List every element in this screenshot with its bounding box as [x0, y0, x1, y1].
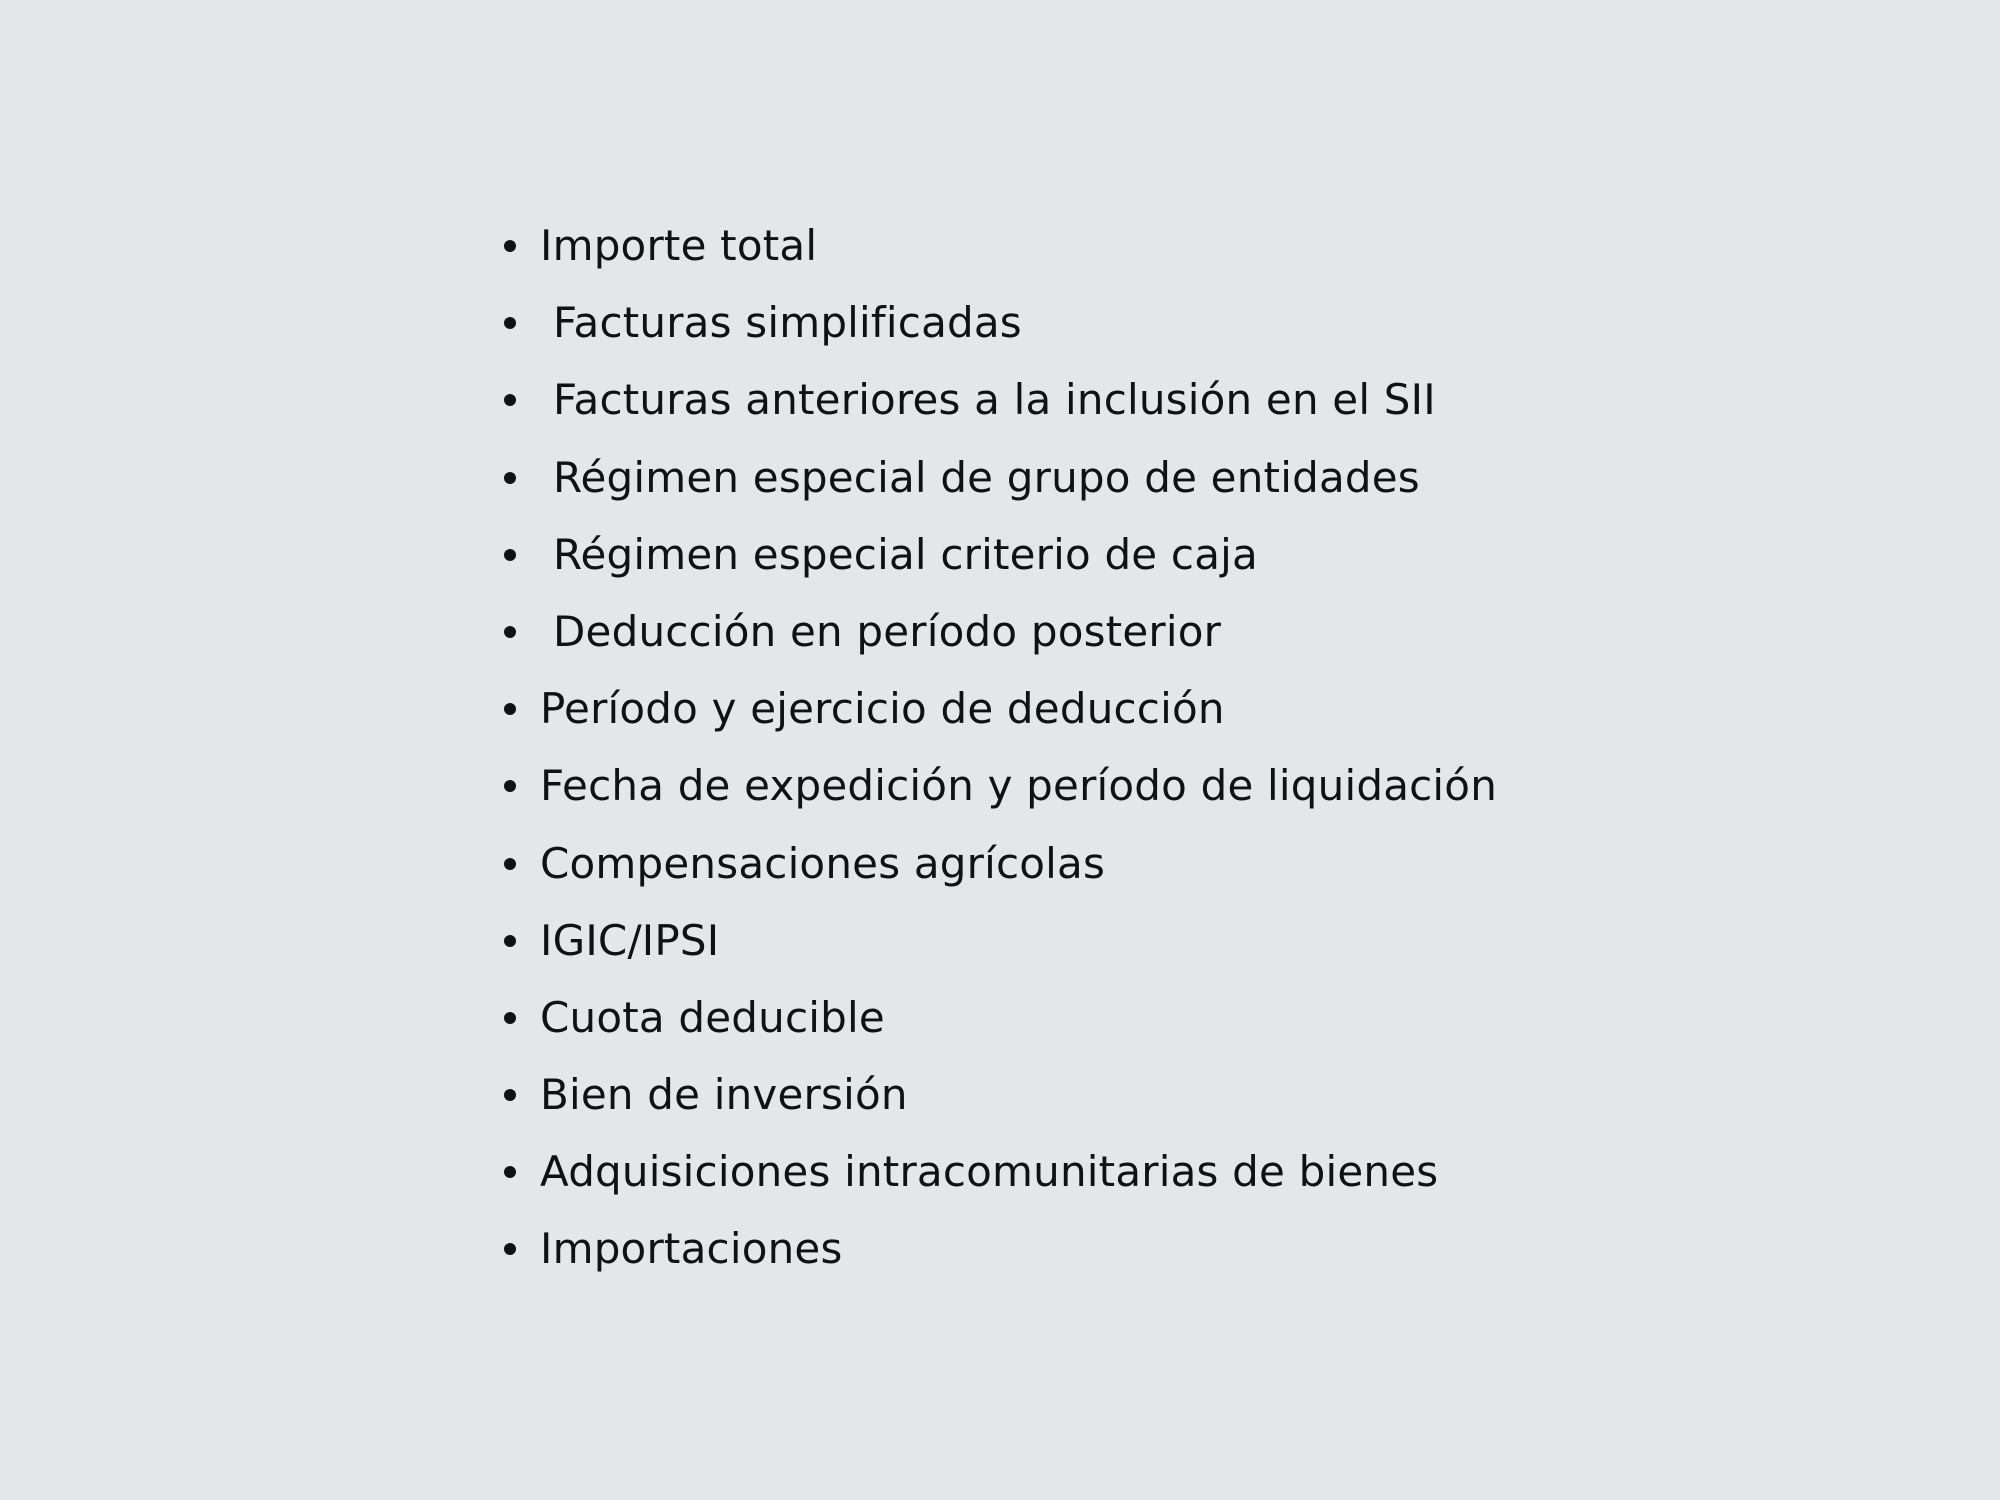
list-item — [502, 902, 1602, 979]
list-item — [502, 747, 1602, 824]
list-item-label: Cuota deducible — [540, 992, 885, 1042]
bullet-icon — [504, 394, 516, 406]
list-item — [502, 284, 1602, 361]
bullet-icon — [504, 240, 516, 252]
bullet-icon — [504, 858, 516, 870]
bullet-icon — [504, 1012, 516, 1024]
list-item — [502, 825, 1602, 902]
list-item — [502, 361, 1602, 438]
bullet-icon — [504, 1166, 516, 1178]
bullet-icon — [504, 703, 516, 715]
list-item-label: IGIC/IPSI — [540, 915, 720, 965]
list-item-label: Período y ejercicio de deducción — [540, 684, 1225, 734]
list-item — [502, 439, 1602, 516]
list-item — [502, 979, 1602, 1056]
list-item — [502, 207, 1602, 284]
list-item-label: Bien de inversión — [540, 1070, 908, 1120]
list-item-label: Compensaciones agrícolas — [540, 838, 1106, 888]
list-item-label: Deducción en período posterior — [553, 606, 1222, 656]
list-item — [502, 1056, 1602, 1133]
list-item — [502, 1210, 1602, 1287]
list-item-label: Importaciones — [540, 1224, 843, 1274]
list-item-label: Facturas simplificadas — [553, 298, 1022, 348]
list-item-label: Fecha de expedición y período de liquidación — [540, 761, 1498, 811]
bullet-icon — [504, 317, 516, 329]
list-item — [502, 1133, 1602, 1210]
bullet-icon — [504, 626, 516, 638]
bullet-list — [502, 207, 1602, 1288]
bullet-icon — [504, 1089, 516, 1101]
bullet-icon — [504, 780, 516, 792]
bullet-icon — [504, 935, 516, 947]
list-item — [502, 516, 1602, 593]
list-item-label: Régimen especial criterio de caja — [553, 529, 1258, 579]
list-item-label: Régimen especial de grupo de entidades — [553, 452, 1420, 502]
bullet-icon — [504, 472, 516, 484]
list-item-label: Importe total — [540, 221, 818, 270]
list-item — [502, 593, 1602, 670]
bullet-icon — [504, 1243, 516, 1255]
list-item-label: Facturas anteriores a la inclusión en el SII — [553, 375, 1436, 425]
list-item-label: Adquisiciones intracomunitarias de bienes — [540, 1147, 1439, 1197]
list-item — [502, 670, 1602, 747]
bullet-icon — [504, 549, 516, 561]
